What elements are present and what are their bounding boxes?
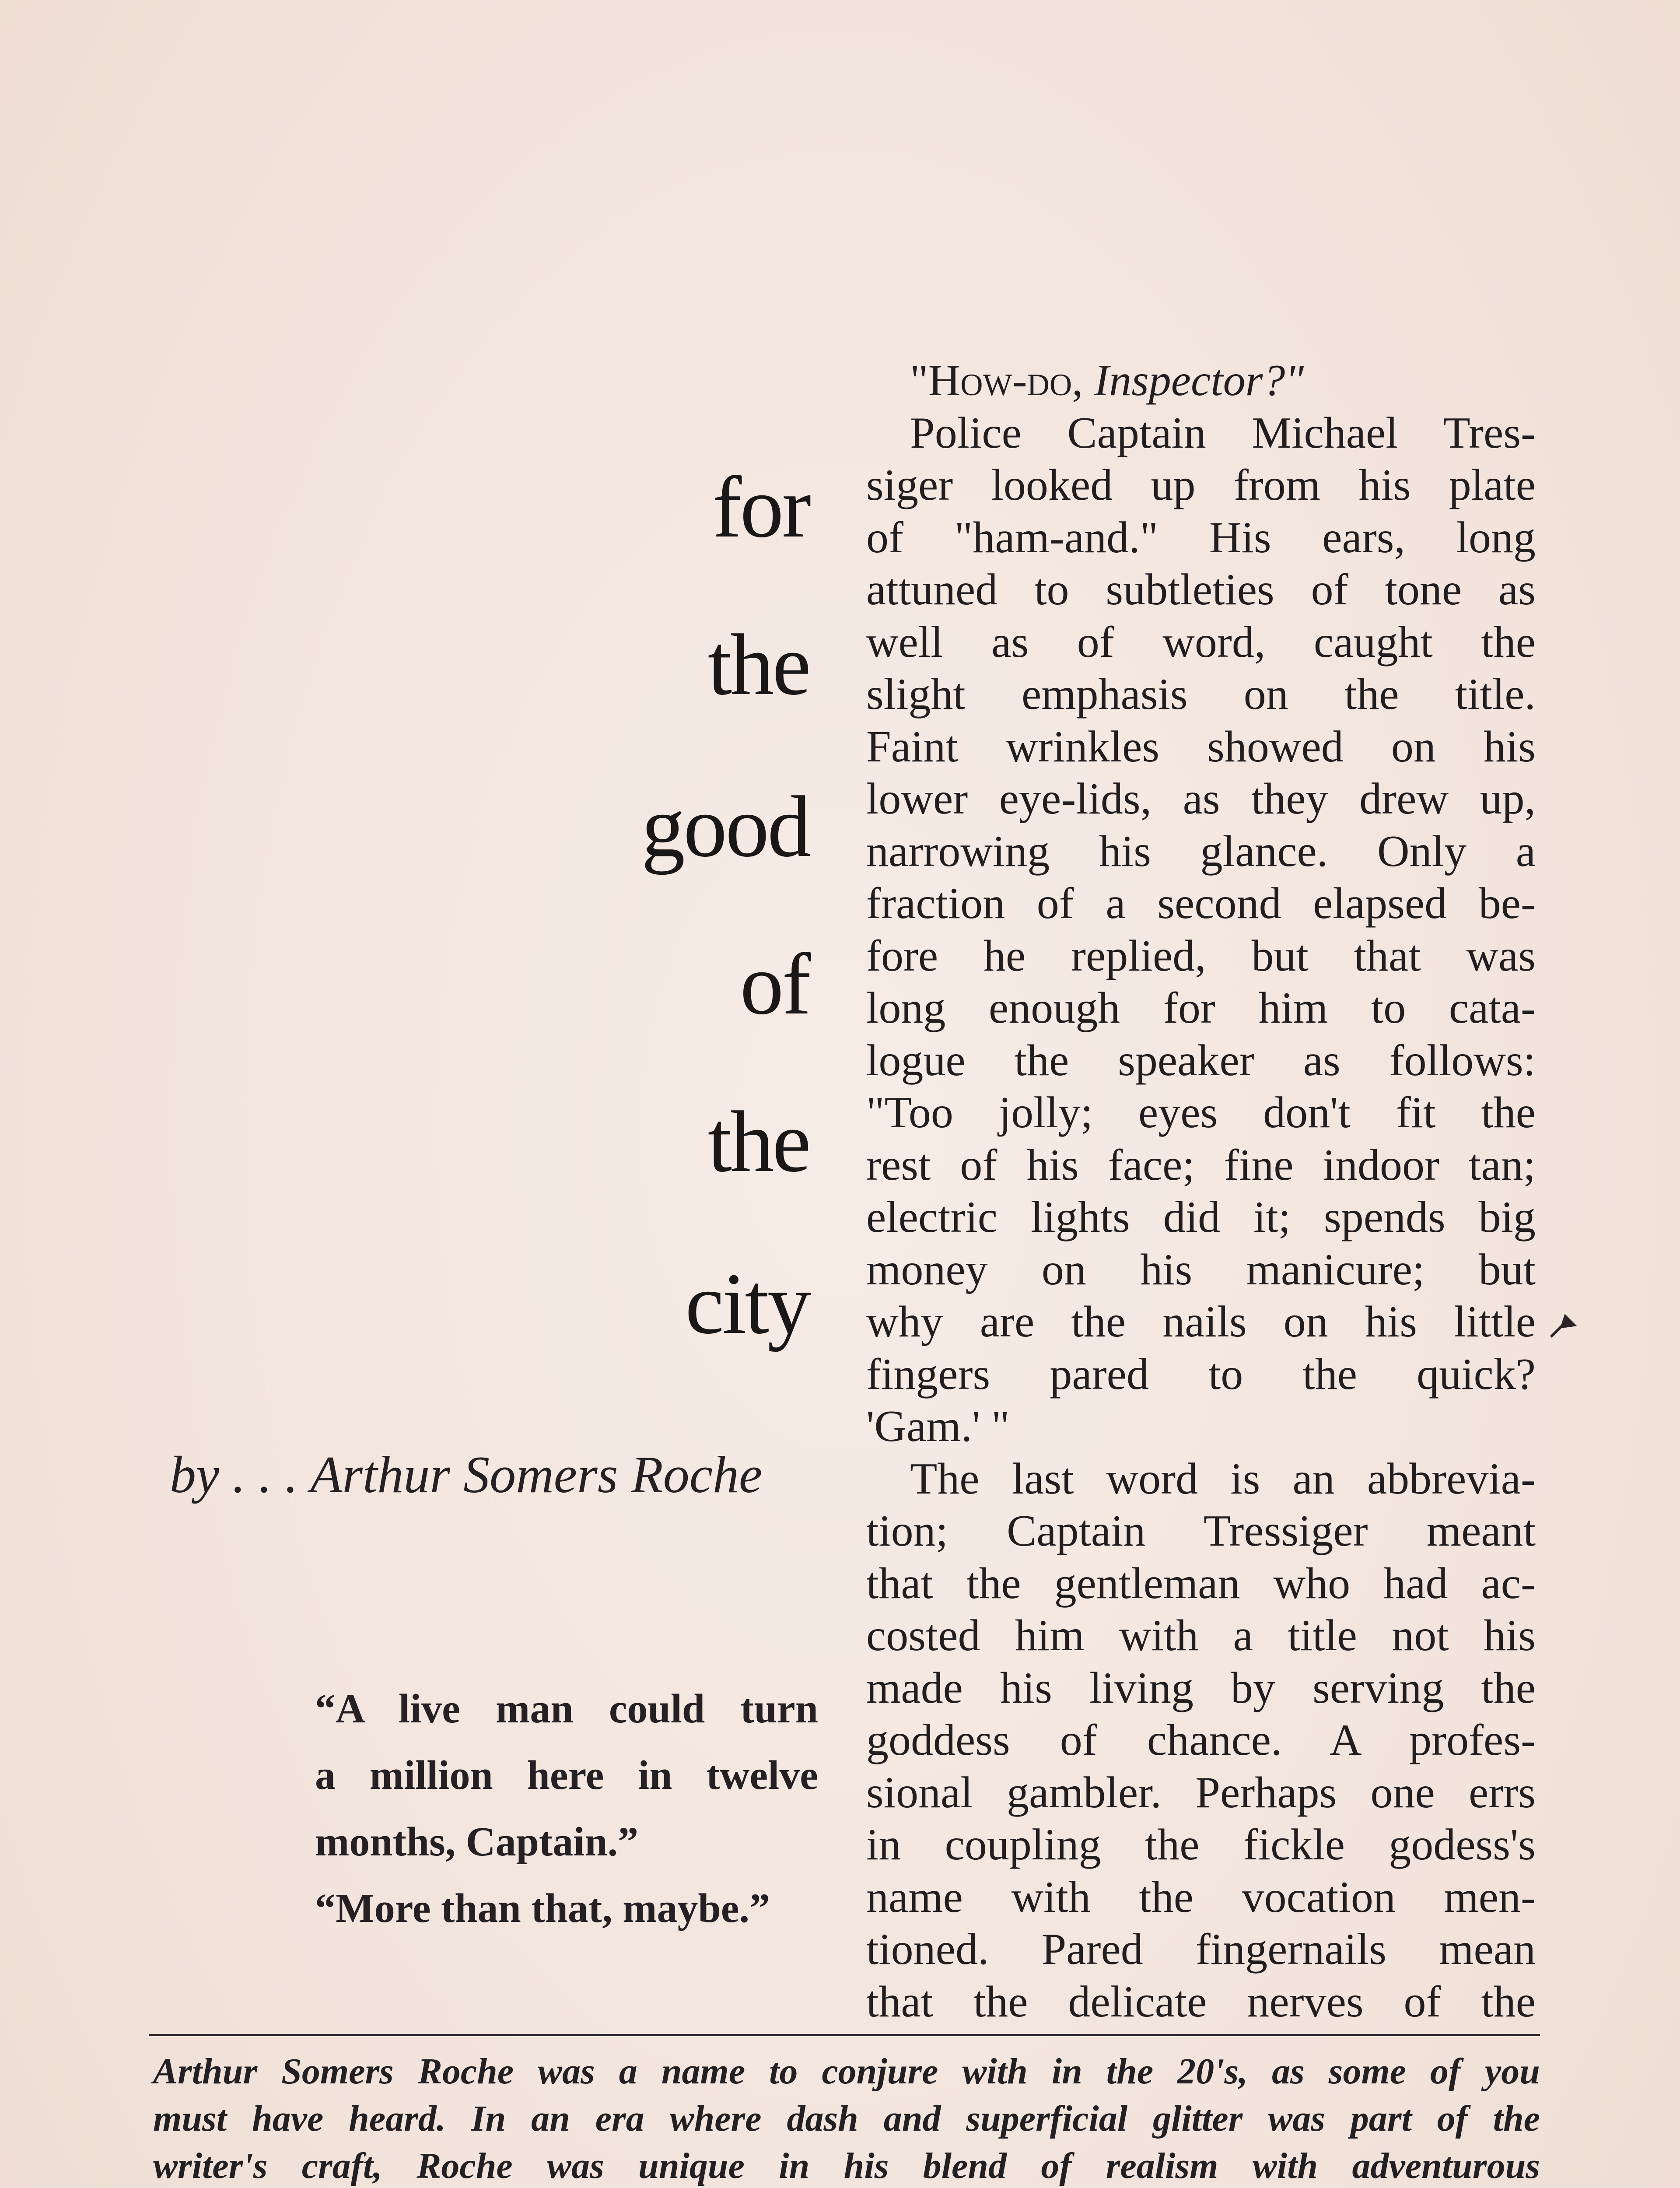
footnote-line: Arthur Somers Roche was a name to conjure with in the 20's, as some of you	[153, 2051, 1540, 2092]
body-line: fingers pared to the quick?	[866, 1349, 1536, 1399]
footnote-line: writer's craft, Roche was unique in his blend of realism with adventurous	[153, 2146, 1540, 2186]
body-line: tioned. Pared fingernails mean	[866, 1925, 1536, 1974]
body-line: "Too jolly; eyes don't fit the	[866, 1088, 1536, 1137]
body-line: attuned to subtleties of tone as	[866, 565, 1536, 614]
body-line: tion; Captain Tressiger meant	[866, 1506, 1536, 1556]
footnote-line: must have heard. In an era where dash and superficial glitter was part of the	[153, 2098, 1540, 2139]
body-line: 'Gam.' "	[866, 1402, 1010, 1451]
body-line: name with the vocation men-	[866, 1872, 1536, 1922]
pull-quote-line: months, Captain.”	[315, 1819, 639, 1865]
body-line: narrowing his glance. Only a	[866, 826, 1536, 876]
opening-quote-mark: "	[910, 356, 928, 405]
author-footnote	[153, 2048, 1540, 2188]
pull-quote	[315, 1685, 818, 1951]
body-line: that the delicate nerves of the	[866, 1977, 1536, 2027]
footnote-rule-top	[149, 2034, 1540, 2036]
body-line: lower eye-lids, as they drew up,	[866, 774, 1536, 824]
body-line: The last word is an abbrevia-	[910, 1454, 1536, 1504]
title-word-city: city	[685, 1255, 809, 1352]
body-line: goddess of chance. A profes-	[866, 1715, 1536, 1765]
body-line: sional gambler. Perhaps one errs	[866, 1767, 1536, 1817]
title-word-the-2: the	[707, 1094, 809, 1190]
body-line: Faint wrinkles showed on his	[866, 722, 1536, 771]
opening-italic: Inspector?"	[1083, 356, 1304, 405]
body-line: logue the speaker as follows:	[866, 1035, 1536, 1085]
body-line: electric lights did it; spends big	[866, 1192, 1536, 1242]
pen-mark-icon	[1549, 1313, 1579, 1339]
body-line: of "ham-and." His ears, long	[866, 512, 1536, 562]
body-line: siger looked up from his plate	[866, 460, 1536, 510]
body-line: fraction of a second elapsed be-	[866, 879, 1536, 928]
pull-quote-line: “More than that, maybe.”	[315, 1886, 770, 1931]
title-word-the: the	[707, 617, 809, 713]
body-opening-line	[866, 354, 1536, 407]
body-line: fore he replied, but that was	[866, 931, 1536, 981]
title-word-of: of	[740, 936, 809, 1033]
body-line: in coupling the fickle godess's	[866, 1820, 1536, 1869]
pull-quote-line: “A live man could turn	[315, 1686, 818, 1732]
byline: by . . . Arthur Somers Roche	[170, 1445, 763, 1504]
body-line: well as of word, caught the	[866, 617, 1536, 667]
body-line: why are the nails on his little	[866, 1297, 1536, 1346]
story-body	[866, 354, 1536, 2028]
opening-smallcaps: How-do,	[928, 356, 1083, 405]
body-line: money on his manicure; but	[866, 1245, 1536, 1294]
title-word-for: for	[712, 459, 809, 556]
body-line: rest of his face; fine indoor tan;	[866, 1140, 1536, 1190]
body-line: made his living by serving the	[866, 1663, 1536, 1713]
body-line: long enough for him to cata-	[866, 983, 1536, 1033]
body-line: that the gentleman who had ac-	[866, 1558, 1536, 1608]
pull-quote-line: a million here in twelve	[315, 1753, 818, 1798]
body-line: Police Captain Michael Tres-	[910, 408, 1536, 458]
body-line: slight emphasis on the title.	[866, 670, 1536, 719]
body-line: costed him with a title not his	[866, 1611, 1536, 1660]
title-word-good: good	[641, 778, 809, 875]
